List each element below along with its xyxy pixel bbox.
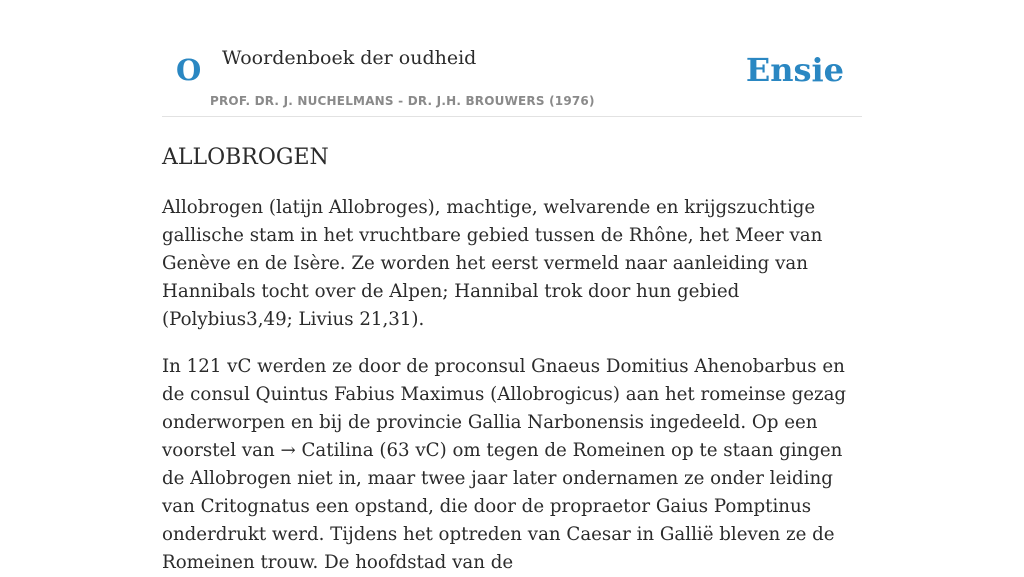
book-title[interactable]: Woordenboek der oudheid [222,47,477,69]
index-letter[interactable]: O [176,53,202,87]
header [162,0,862,117]
brand-logo[interactable]: Ensie [745,51,844,89]
book-authors: PROF. DR. J. NUCHELMANS - DR. J.H. BROUWERS (1976) [210,94,595,108]
page [162,0,862,577]
entry-title: ALLOBROGEN [162,145,329,170]
entry-paragraph: In 121 vC werden ze door de proconsul Gnaeus Domitius Ahenobarbus en de consul Quintus Fabius Maximus (Allobrogicus) aan het romeinse gezag onderworpen en bij de provincie Gallia Narbonensis ingedeeld. Op een voorstel van → Catilina (63 vC) om tegen de Romeinen op te staan gingen de Allobrogen niet in, maar twee jaar later ondernamen ze onder leiding van Critognatus een opstand, die door de propraetor Gaius Pomptinus onderdrukt werd. Tijdens het optreden van Caesar in Gallië bleven ze de Romeinen trouw. De hoofdstad van de [162,356,847,573]
entry-paragraph: Allobrogen (latijn Allobroges), machtige, welvarende en krijgszuchtige gallische stam in het vruchtbare gebied tussen de Rhône, het Meer van Genève en de Isère. Ze worden het eerst vermeld naar aanleiding van Hannibals tocht over de Alpen; Hannibal trok door hun gebied (Polybius3,49; Livius 21,31). [162,197,823,330]
